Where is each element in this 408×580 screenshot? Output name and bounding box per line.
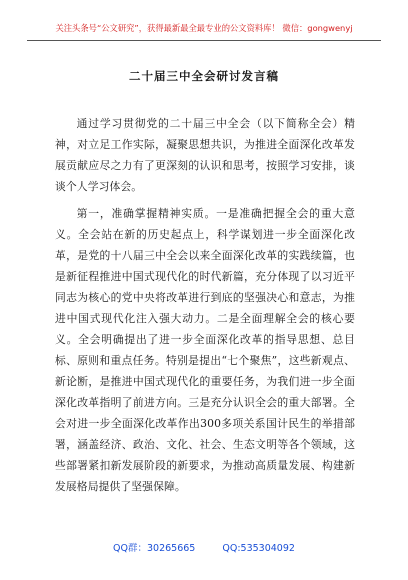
footer xyxy=(0,540,408,554)
document-body xyxy=(55,113,355,497)
footer-qq: QQ:535304092 xyxy=(222,543,295,554)
header-divider xyxy=(27,40,381,41)
document-title: 二十届三中全会研讨发言稿 xyxy=(129,69,279,83)
paragraph-intro: 通过学习贯彻党的二十届三中全会（以下简称全会）精神，对立足工作实际，凝聚思想共识，为推进全面深化改革发展贡献应尽之力有了更深刻的认识和思考，按照学习安排，谈谈个人学习体会。 xyxy=(55,117,355,193)
footer-qq-group: QQ群：30265665 xyxy=(113,543,196,554)
paragraph-first-point: 第一，准确掌握精神实质。一是准确把握全会的重大意义。全会站在新的历史起点上，科学谋划进一步全面深化改革，是党的十八届三中全会以来全面深化改革的实践续篇，也是新征程推进中国式现代化的时代新篇，充分体现了以习近平同志为核心的党中央将改革进行到底的坚强决心和意志，为推进中国式现代化注入强大动力。二是全面理解全会的核心要义。全会明确提出了进一步全面深化改革的指导思想、总目标、原则和重点任务。特别是提出“七个聚焦”，这些新观点、新论断，是推进中国式现代化的重要任务，为我们进一步全面深化改革指明了前进方向。三是充分认识全会的重大部署。全会对进一步全面深化改革作出300多项关系国计民生的举措部署，涵盖经济、政治、文化、社会、生态文明等各个领域，这些部署紧扣新发展阶段的新要求，为推动高质量发展、构建新发展格局提供了坚强保障。 xyxy=(55,207,355,493)
header-banner: 关注头条号“公文研究”，获得最新最全最专业的公文资料库！ 微信：gongwenyj xyxy=(55,23,353,33)
